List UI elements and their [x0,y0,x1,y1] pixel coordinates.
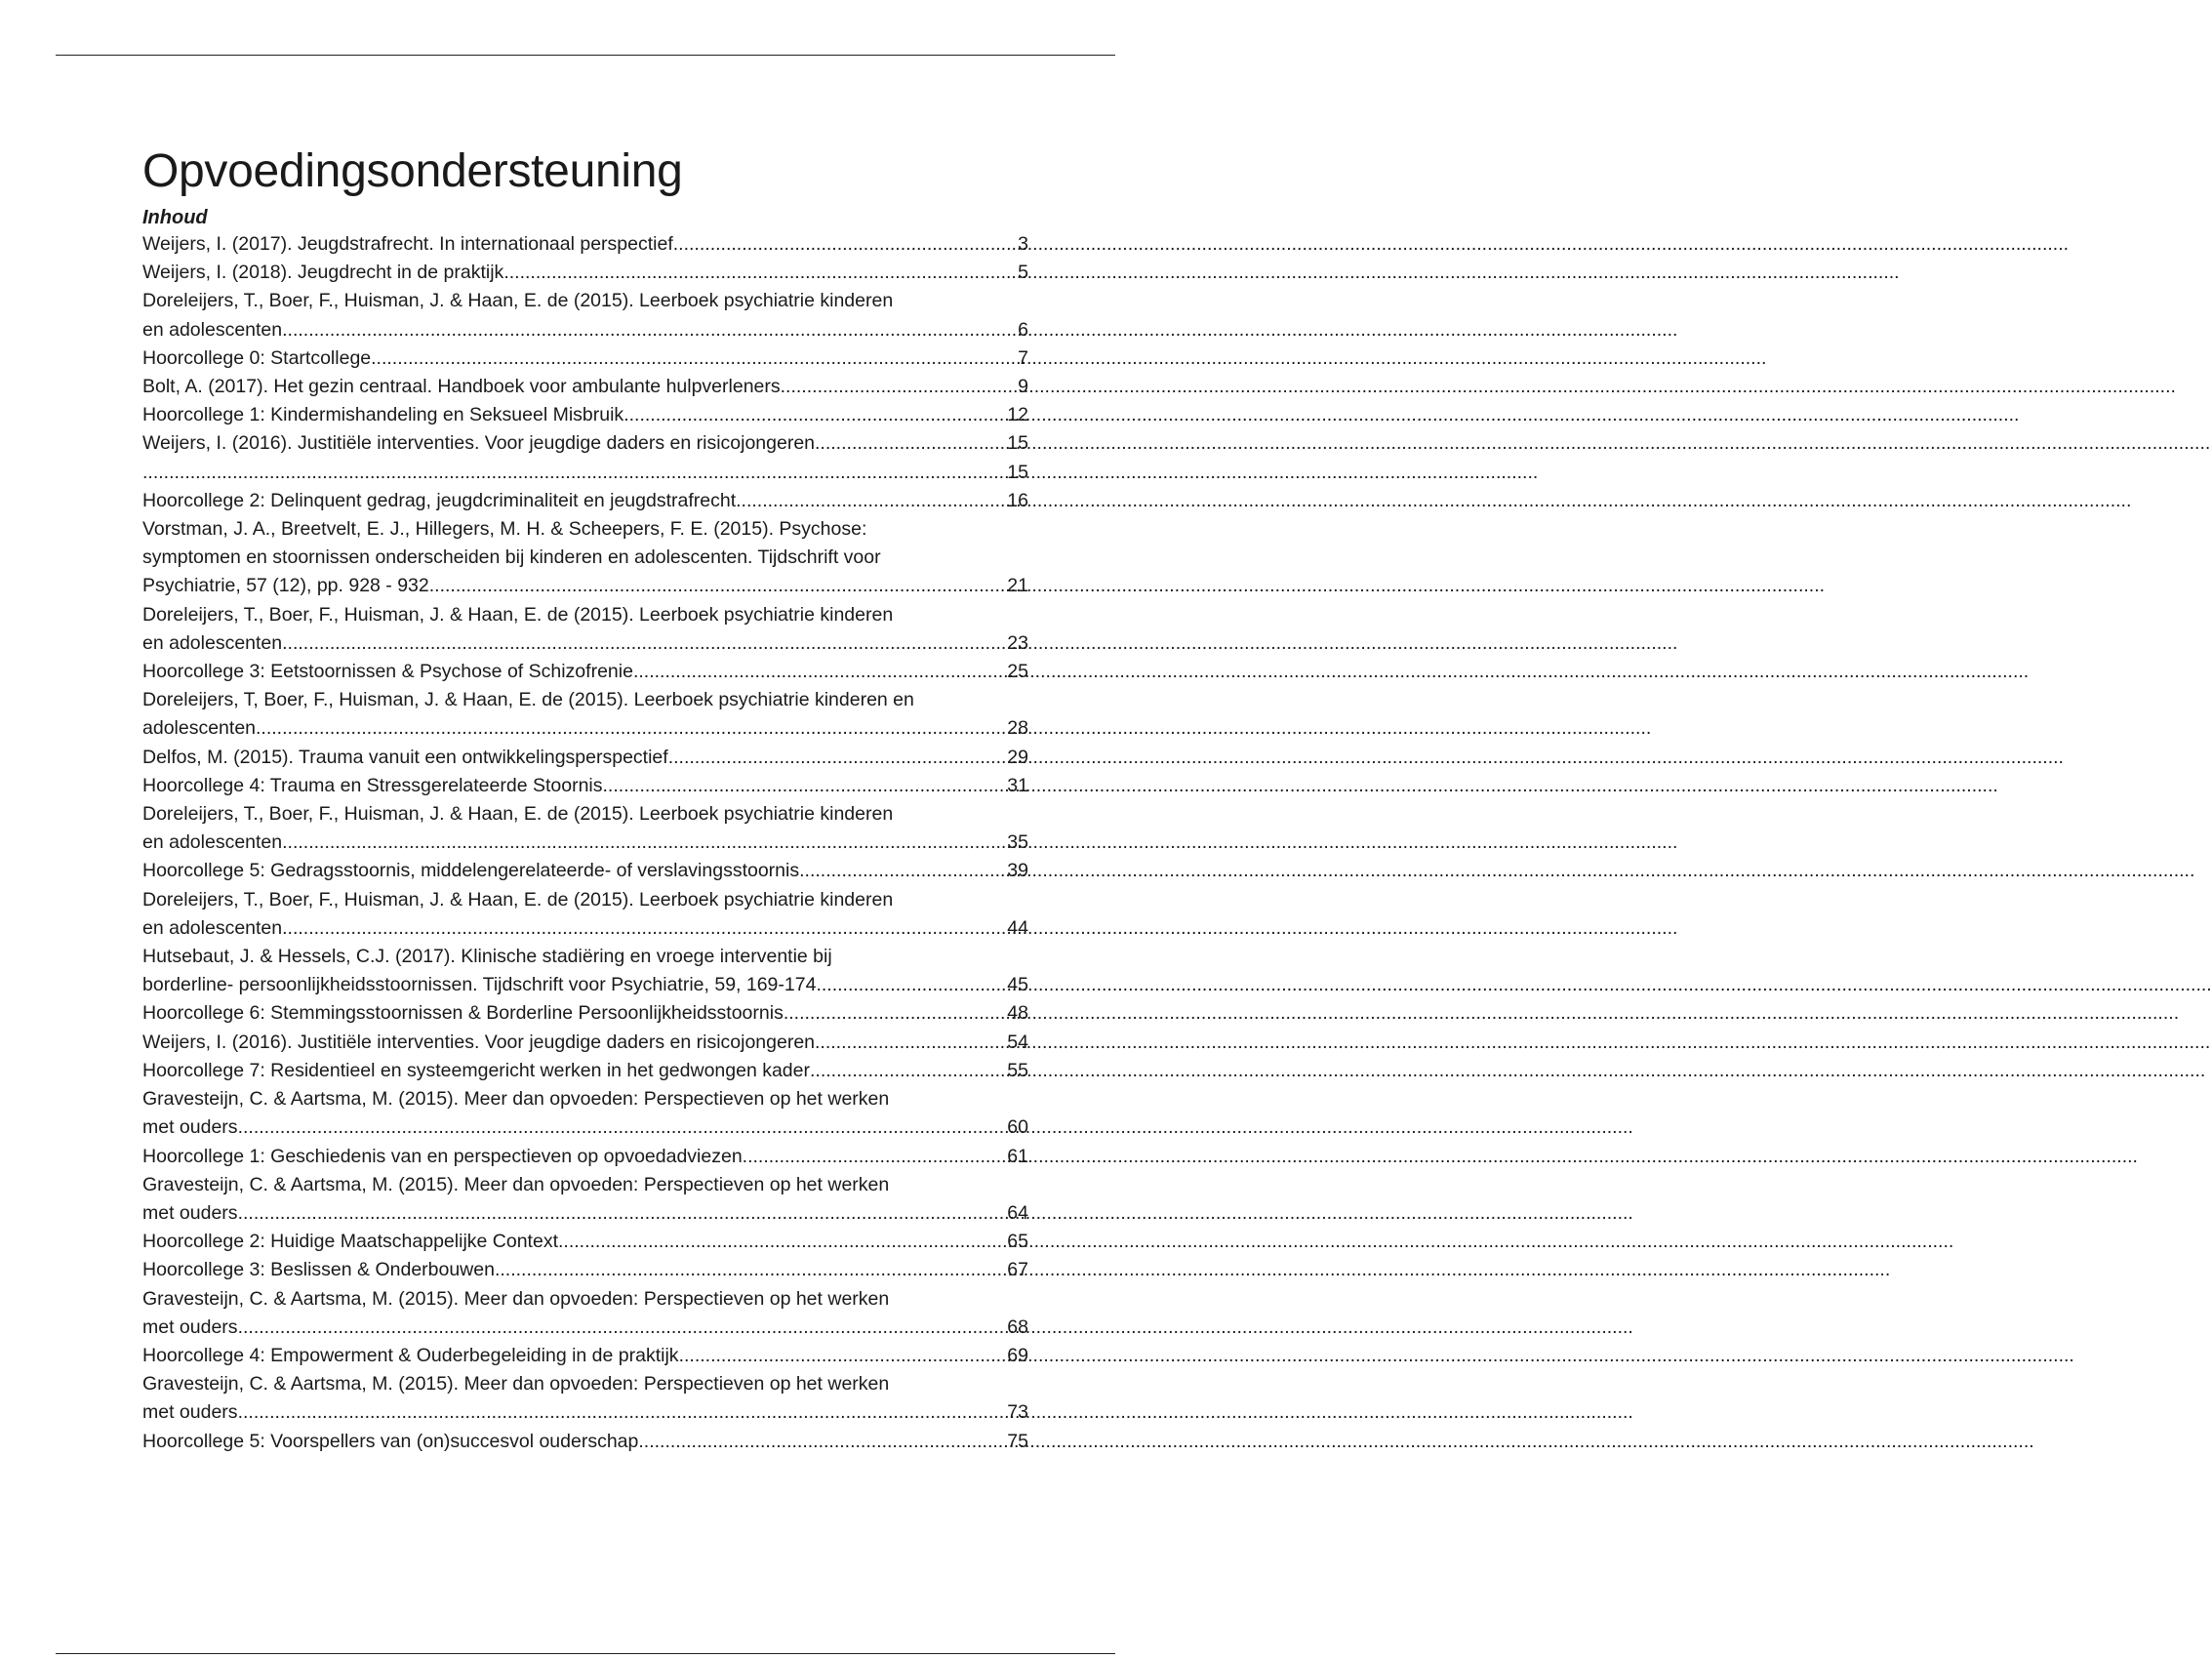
toc-entry-title: Hoorcollege 1: Geschiedenis van en perspectieven op opvoedadviezen [142,1145,743,1167]
toc-entry[interactable] [142,1143,1028,1171]
toc-entry-title-line: symptomen en stoornissen onderscheiden bij kinderen en adolescenten. Tijdschrift voor [142,546,881,569]
toc-dot-leader [282,629,1007,658]
toc-entry[interactable] [142,429,1028,458]
toc-page-number: 45 [1007,974,1028,996]
toc-dot-leader [238,1314,1008,1342]
table-of-contents [142,230,1028,1456]
toc-page-number: 3 [1018,233,1028,255]
toc-entry[interactable] [142,772,1028,800]
toc-dot-leader [638,1428,1007,1456]
toc-entry[interactable] [142,1342,1028,1370]
toc-dot-leader [815,1029,1007,1057]
toc-page-number: 69 [1007,1344,1028,1366]
toc-dot-leader [633,658,1007,686]
toc-entry-title: Hoorcollege 3: Eetstoornissen & Psychose of Schizofrenie [142,661,633,683]
toc-page-number: 23 [1007,631,1028,654]
toc-entry-title: met ouders [142,1315,238,1338]
toc-entry[interactable] [142,1085,1028,1142]
header-rule [56,55,1115,56]
toc-entry[interactable] [142,943,1028,999]
toc-page-number: 21 [1007,575,1028,597]
toc-entry-title: Hoorcollege 2: Huidige Maatschappelijke Context [142,1231,558,1253]
toc-entry-title: Hoorcollege 4: Empowerment & Ouderbegeleiding in de praktijk [142,1344,679,1366]
toc-entry-title: Bolt, A. (2017). Het gezin centraal. Handboek voor ambulante hulpverleners [142,376,781,398]
toc-dot-leader [603,772,1008,800]
toc-entry-title-line: Gravesteijn, C. & Aartsma, M. (2015). Meer dan opvoeden: Perspectieven op het werken [142,1088,890,1111]
toc-entry[interactable] [142,1057,1028,1085]
toc-dot-leader [679,1342,1008,1370]
toc-page-number: 15 [1007,432,1028,455]
toc-page-number: 12 [1007,404,1028,426]
document-title: Opvoedingsondersteuning [142,145,683,197]
toc-entry[interactable] [142,515,1028,601]
toc-entry[interactable] [142,487,1028,515]
toc-entry-title: Weijers, I. (2018). Jeugdrecht in de praktijk [142,262,504,284]
toc-page-number: 73 [1007,1401,1028,1424]
toc-dot-leader [238,1113,1008,1142]
toc-entry[interactable] [142,259,1028,287]
toc-entry-title: Delfos, M. (2015). Trauma vanuit een ontwikkelingsperspectief [142,746,668,768]
toc-dot-leader [781,373,1019,401]
toc-page-number: 6 [1018,318,1028,341]
toc-dot-leader [495,1256,1007,1284]
toc-entry[interactable] [142,373,1028,401]
toc-entry[interactable] [142,1428,1028,1456]
toc-entry[interactable] [142,1256,1028,1284]
toc-dot-leader [815,429,1007,458]
toc-dot-leader [371,344,1018,373]
toc-entry-title: Hoorcollege 7: Residentieel en systeemgericht werken in het gedwongen kader [142,1059,810,1081]
toc-page-number: 68 [1007,1315,1028,1338]
toc-dot-leader [238,1398,1008,1427]
toc-entry-title: Hoorcollege 4: Trauma en Stressgerelateerde Stoornis [142,774,603,796]
toc-entry[interactable] [142,886,1028,943]
toc-entry-title-line: Doreleijers, T., Boer, F., Huisman, J. & Haan, E. de (2015). Leerboek psychiatrie kinderen [142,290,894,312]
toc-entry[interactable] [142,1285,1028,1342]
toc-entry[interactable] [142,1370,1028,1427]
toc-entry-title: adolescenten [142,717,257,740]
toc-entry-title: en adolescenten [142,831,283,854]
toc-entry-title: en adolescenten [142,631,283,654]
toc-page-number: 67 [1007,1259,1028,1281]
toc-dot-leader [673,230,1018,259]
toc-page-number: 39 [1007,860,1028,882]
toc-dot-leader [668,744,1008,772]
toc-entry-title: Weijers, I. (2017). Jeugdstrafrecht. In internationaal perspectief [142,233,673,255]
toc-entry-title: met ouders [142,1201,238,1224]
toc-page-number: 15 [1007,461,1028,483]
toc-entry-title: Psychiatrie, 57 (12), pp. 928 - 932 [142,575,429,597]
toc-entry[interactable] [142,1171,1028,1228]
toc-entry-title-line: Gravesteijn, C. & Aartsma, M. (2015). Meer dan opvoeden: Perspectieven op het werken [142,1373,890,1396]
toc-entry[interactable] [142,999,1028,1028]
toc-entry-title: Hoorcollege 5: Gedragsstoornis, middelengerelateerde- of verslavingsstoornis [142,860,800,882]
toc-page-number: 64 [1007,1201,1028,1224]
toc-entry-title: Hoorcollege 6: Stemmingsstoornissen & Borderline Persoonlijkheidsstoornis [142,1002,784,1025]
toc-dot-leader [256,714,1007,743]
footer-rule [56,1653,1115,1654]
toc-dot-leader [623,401,1007,429]
toc-dot-leader [743,1143,1008,1171]
toc-entry-title-line: Gravesteijn, C. & Aartsma, M. (2015). Meer dan opvoeden: Perspectieven op het werken [142,1287,890,1310]
toc-dot-leader [816,971,1007,999]
toc-page-number: 60 [1007,1116,1028,1139]
toc-entry-title-line: Gravesteijn, C. & Aartsma, M. (2015). Meer dan opvoeden: Perspectieven op het werken [142,1173,890,1195]
toc-entry-title-line: Doreleijers, T., Boer, F., Huisman, J. & Haan, E. de (2015). Leerboek psychiatrie kinderen [142,603,894,626]
toc-entry-title-line: Hutsebaut, J. & Hessels, C.J. (2017). Klinische stadiëring en vroege interventie bij [142,946,832,968]
toc-entry-title-line: Doreleijers, T, Boer, F., Huisman, J. & Haan, E. de (2015). Leerboek psychiatrie kinderen en [142,689,914,711]
toc-dot-leader [799,857,1007,885]
toc-entry-title: en adolescenten [142,916,283,939]
toc-entry[interactable] [142,401,1028,429]
toc-page-number: 48 [1007,1002,1028,1025]
toc-entry-title-line: Doreleijers, T., Boer, F., Huisman, J. & Haan, E. de (2015). Leerboek psychiatrie kinderen [142,888,894,910]
toc-dot-leader [282,316,1018,344]
toc-dot-leader [238,1199,1008,1228]
toc-entry[interactable] [142,344,1028,373]
toc-page-number: 55 [1007,1059,1028,1081]
toc-page-number: 54 [1007,1031,1028,1053]
toc-entry-title: Weijers, I. (2016). Justitiële interventies. Voor jeugdige daders en risicojongeren [142,1031,816,1053]
toc-page-number: 44 [1007,916,1028,939]
toc-page-number: 61 [1007,1145,1028,1167]
toc-page-number: 65 [1007,1231,1028,1253]
toc-dot-leader [810,1057,1007,1085]
toc-entry-title: Hoorcollege 0: Startcollege [142,346,372,369]
toc-entry-title-line: Doreleijers, T., Boer, F., Huisman, J. & Haan, E. de (2015). Leerboek psychiatrie kinderen [142,803,894,826]
toc-entry[interactable] [142,744,1028,772]
toc-entry-title: Hoorcollege 1: Kindermishandeling en Seksueel Misbruik [142,404,624,426]
toc-page-number: 25 [1007,661,1028,683]
toc-dot-leader [558,1228,1007,1256]
toc-page-number: 29 [1007,746,1028,768]
toc-dot-leader [503,259,1018,287]
toc-entry-title: Weijers, I. (2016). Justitiële interventies. Voor jeugdige daders en risicojongeren [142,432,816,455]
toc-entry[interactable] [142,1228,1028,1256]
toc-entry-title: Hoorcollege 5: Voorspellers van (on)succesvol ouderschap [142,1430,639,1452]
toc-dot-leader [429,572,1008,600]
toc-page-number: 75 [1007,1430,1028,1452]
toc-dot-leader [784,999,1007,1028]
toc-entry[interactable] [142,1029,1028,1057]
toc-dot-leader [282,914,1007,943]
toc-page-number: 16 [1007,489,1028,511]
toc-entry[interactable] [142,230,1028,259]
toc-entry-title: met ouders [142,1116,238,1139]
toc-entry[interactable] [142,800,1028,857]
document-page [142,144,1028,1456]
toc-entry-title: en adolescenten [142,318,283,341]
toc-entry[interactable] [142,601,1028,658]
toc-entry-title: Hoorcollege 3: Beslissen & Onderbouwen [142,1259,495,1281]
toc-entry-title: borderline- persoonlijkheidsstoornissen. Tijdschrift voor Psychiatrie, 59, 169-174 [142,974,817,996]
toc-page-number: 35 [1007,831,1028,854]
toc-entry[interactable] [142,287,1028,344]
toc-entry[interactable] [142,686,1028,743]
toc-entry-title: met ouders [142,1401,238,1424]
toc-dot-leader [142,459,1007,487]
toc-dot-leader [736,487,1007,515]
toc-page-number: 9 [1018,376,1028,398]
toc-dot-leader [282,829,1007,857]
toc-heading: Inhoud [142,207,208,228]
toc-page-number: 28 [1007,717,1028,740]
toc-entry-title-line: Vorstman, J. A., Breetvelt, E. J., Hillegers, M. H. & Scheepers, F. E. (2015). Psychose: [142,518,867,541]
toc-page-number: 5 [1018,262,1028,284]
toc-entry[interactable] [142,658,1028,686]
toc-entry[interactable] [142,459,1028,487]
toc-page-number: 31 [1007,774,1028,796]
toc-entry[interactable] [142,857,1028,885]
toc-entry-title: Hoorcollege 2: Delinquent gedrag, jeugdcriminaliteit en jeugdstrafrecht [142,489,737,511]
toc-page-number: 7 [1018,346,1028,369]
